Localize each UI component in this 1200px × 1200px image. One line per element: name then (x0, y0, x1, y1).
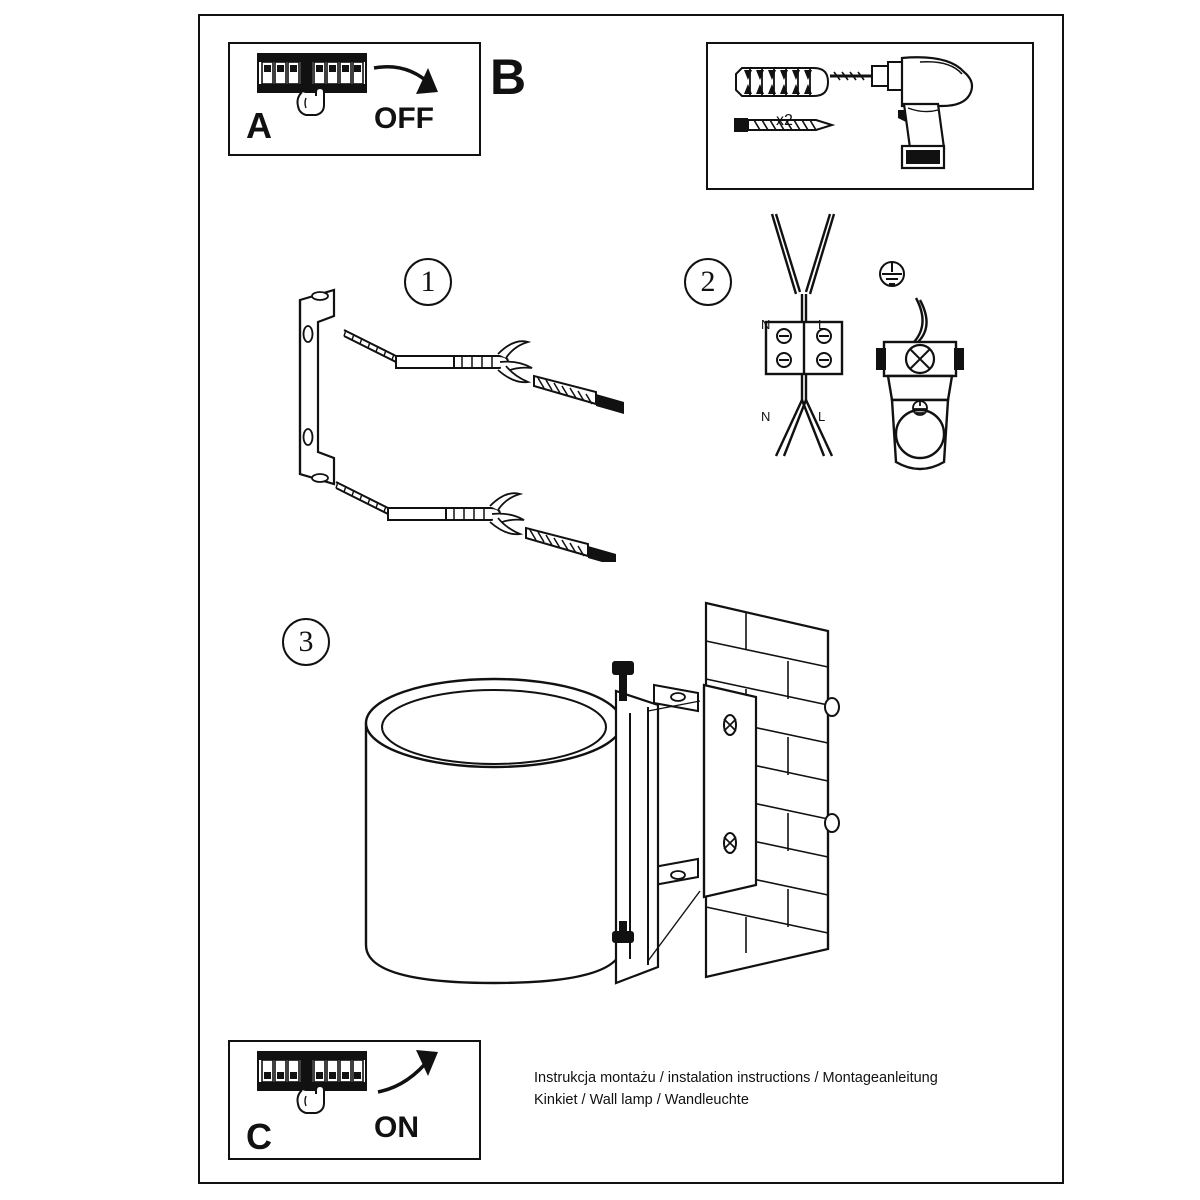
step-1-number: 1 (404, 258, 452, 306)
terminal-bottom-left-label: N (761, 409, 771, 424)
arrow-down-curved-icon (370, 60, 450, 110)
lamp-mounting-assembly (348, 595, 858, 1015)
panel-c-state-label: ON (374, 1111, 419, 1144)
footer-instructions (534, 1067, 938, 1112)
step-3-number: 3 (282, 618, 330, 666)
panel-a-letter: A (246, 105, 272, 146)
terminal-bottom-right-label: L (818, 409, 826, 424)
footer-line-1: Instrukcja montażu / instalation instructions / Montageanleitung (534, 1070, 938, 1086)
step-2-number: 2 (684, 258, 732, 306)
mounting-bracket-icon (286, 282, 646, 562)
drill-quantity-label: x2 (776, 112, 793, 129)
fuse-box-switch-off-icon (252, 48, 372, 118)
lamp-socket-icon (866, 296, 986, 486)
panel-a-state-label: OFF (374, 102, 434, 135)
earth-symbol-icon (862, 258, 922, 298)
panel-c-letter: C (246, 1116, 272, 1157)
panel-b-letter: B (490, 49, 527, 105)
power-drill-icon (824, 54, 1014, 174)
terminal-top-left-label: N (761, 317, 771, 332)
fuse-box-switch-on-icon (252, 1046, 372, 1116)
arrow-up-curved-icon (372, 1042, 452, 1100)
footer-line-2: Kinkiet / Wall lamp / Wandleuchte (534, 1092, 749, 1109)
terminal-top-right-label: L (818, 317, 826, 332)
